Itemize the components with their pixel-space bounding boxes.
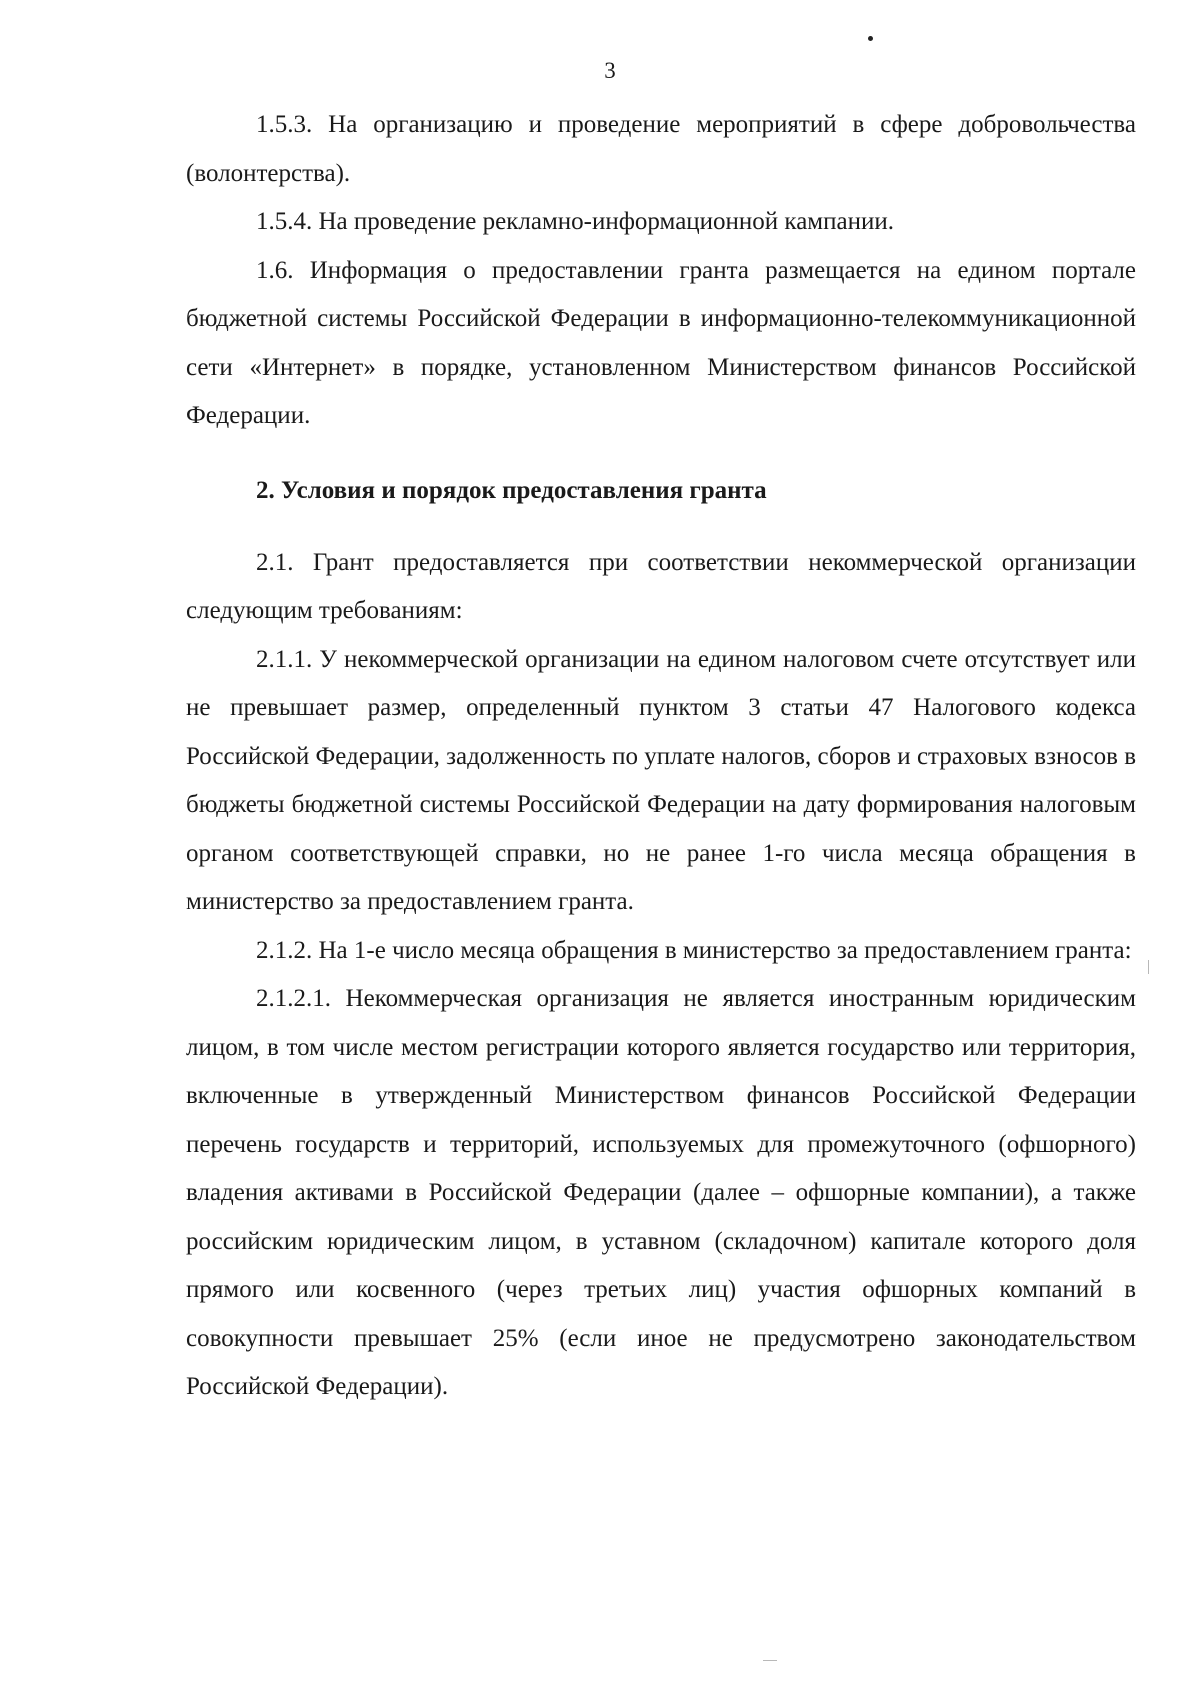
document-body xyxy=(186,101,1136,1412)
paragraph-1-5-3: 1.5.3. На организацию и проведение мероприятий в сфере добровольчества (волонтерства). xyxy=(186,111,1136,187)
scan-mark xyxy=(1148,960,1149,974)
section-2-heading: 2. Условия и порядок предоставления гранта xyxy=(256,476,767,504)
paragraph-1-5-4: 1.5.4. На проведение рекламно-информационной кампании. xyxy=(256,208,894,235)
scan-speck xyxy=(868,36,873,41)
paragraph-2-1-2: 2.1.2. На 1-е число месяца обращения в министерство за предоставлением гранта: xyxy=(256,936,1132,964)
paragraph-2-1-1: 2.1.1. У некоммерческой организации на едином налоговом счете отсутствует или не превышает размер, определенный пунктом 3 статьи 47 Налогового кодекса Российской Федерации, задолженность по уплате налогов, сборов и страховых взносов в бюджеты бюджетной системы Российской Федерации на дату формирования налоговым органом соответствующей справки, но не ранее 1-го числа месяца обращения в министерство за предоставлением гранта. xyxy=(186,645,1136,915)
paragraph-1-6: 1.6. Информация о предоставлении гранта размещается на едином портале бюджетной системы Российской Федерации в информационно-телекоммуникационной сети «Интернет» в порядке, установленном Министерством финансов Российской Федерации. xyxy=(186,256,1136,429)
paragraph-2-1-2-1: 2.1.2.1. Некоммерческая организация не является иностранным юридическим лицом, в том числе местом регистрации которого является государство или территория, включенные в утвержденный Министерством финансов Российской Федерации перечень государств и территорий, используемых для промежуточного (офшорного) владения активами в Российской Федерации (далее – офшорные компании), а также российским юридическим лицом, в уставном (складочном) капитале которого доля прямого или косвенного (через третьих лиц) участия офшорных компаний в совокупности превышает 25% (если иное не предусмотрено законодательством Российской Федерации). xyxy=(186,985,1136,1400)
paragraph-2-1: 2.1. Грант предоставляется при соответствии некоммерческой организации следующим требованиям: xyxy=(186,548,1136,624)
scan-mark xyxy=(763,1660,777,1661)
page-number: 3 xyxy=(604,58,616,83)
